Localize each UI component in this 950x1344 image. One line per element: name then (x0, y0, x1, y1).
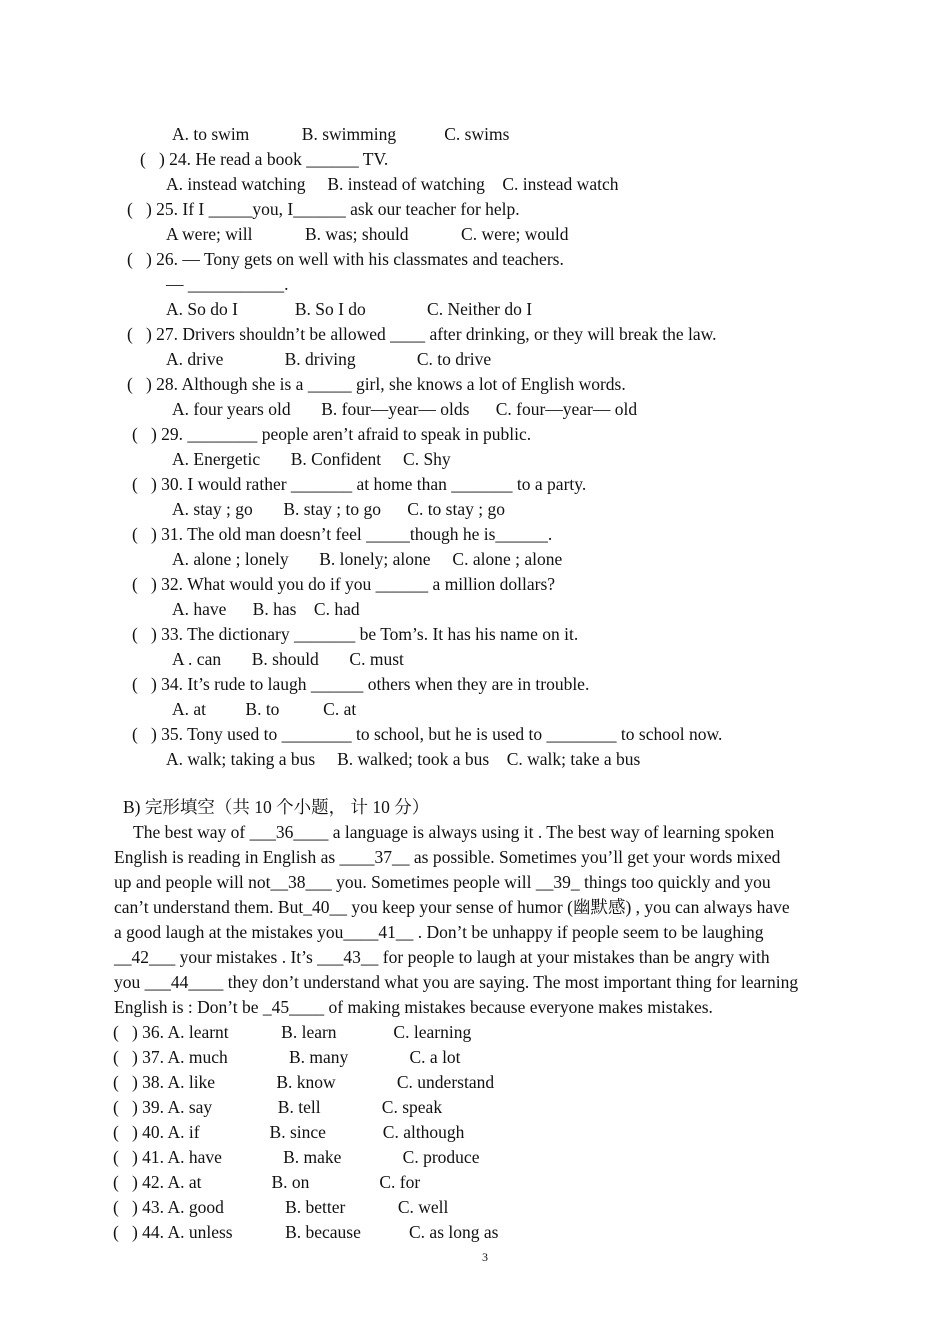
cloze-option-line: ( ) 36. A. learnt B. learn C. learning (113, 1022, 472, 1042)
question-line: ( ) 25. If I _____you, I______ ask our teacher for help. (127, 199, 520, 219)
cloze-option-line: ( ) 38. A. like B. know C. understand (113, 1072, 495, 1092)
cloze-option-line: ( ) 37. A. much B. many C. a lot (113, 1047, 461, 1067)
passage-line: up and people will not__38___ you. Sometimes people will __39_ things too quickly and you (114, 872, 771, 892)
option-line: A. So do I B. So I do C. Neither do I (166, 299, 533, 319)
question-line: ( ) 35. Tony used to ________ to school, but he is used to ________ to school now. (132, 724, 723, 744)
passage-line: The best way of ___36____ a language is always using it . The best way of learning spoken (133, 822, 775, 842)
passage-line: you ___44____ they don’t understand what you are saying. The most important thing for learning (114, 972, 799, 992)
option-line: A. stay ; go B. stay ; to go C. to stay ; go (172, 499, 505, 519)
cloze-option-line: ( ) 44. A. unless B. because C. as long as (113, 1222, 499, 1242)
cloze-option-line: ( ) 43. A. good B. better C. well (113, 1197, 449, 1217)
page-number: 3 (482, 1250, 488, 1264)
option-line: A. to swim B. swimming C. swims (172, 124, 510, 144)
answer-line: — ___________. (166, 274, 289, 294)
passage-line: a good laugh at the mistakes you____41__ . Don’t be unhappy if people seem to be laughing (114, 922, 764, 942)
option-line: A. four years old B. four—year— olds C. four—year— old (172, 399, 638, 419)
question-line: ( ) 32. What would you do if you ______ a million dollars? (132, 574, 556, 594)
option-line: A. walk; taking a bus B. walked; took a bus C. walk; take a bus (166, 749, 641, 769)
cloze-option-line: ( ) 40. A. if B. since C. although (113, 1122, 465, 1142)
option-line: A. at B. to C. at (172, 699, 357, 719)
question-line: ( ) 26. — Tony gets on well with his classmates and teachers. (127, 249, 564, 269)
option-line: A. have B. has C. had (172, 599, 360, 619)
question-line: ( ) 33. The dictionary _______ be Tom’s. It has his name on it. (132, 624, 579, 644)
option-line: A . can B. should C. must (172, 649, 404, 669)
question-line: ( ) 24. He read a book ______ TV. (140, 149, 389, 169)
cloze-option-line: ( ) 41. A. have B. make C. produce (113, 1147, 480, 1167)
section-heading: B) 完形填空（共 10 个小题， 计 10 分） (123, 797, 430, 817)
option-line: A. alone ; lonely B. lonely; alone C. alone ; alone (172, 549, 563, 569)
option-line: A. drive B. driving C. to drive (166, 349, 492, 369)
question-line: ( ) 27. Drivers shouldn’t be allowed ____ after drinking, or they will break the law. (127, 324, 717, 344)
question-line: ( ) 31. The old man doesn’t feel _____though he is______. (132, 524, 553, 544)
question-line: ( ) 28. Although she is a _____ girl, she knows a lot of English words. (127, 374, 626, 394)
question-line: ( ) 30. I would rather _______ at home than _______ to a party. (132, 474, 587, 494)
question-line: ( ) 29. ________ people aren’t afraid to speak in public. (132, 424, 532, 444)
passage-line: English is reading in English as ____37__ as possible. Sometimes you’ll get your words mixed (114, 847, 781, 867)
passage-line: can’t understand them. But_40__ you keep your sense of humor (幽默感) , you can always have (114, 897, 790, 917)
passage-line: English is : Don’t be _45____ of making mistakes because everyone makes mistakes. (114, 997, 713, 1017)
option-line: A were; will B. was; should C. were; would (166, 224, 569, 244)
option-line: A. Energetic B. Confident C. Shy (172, 449, 451, 469)
question-line: ( ) 34. It’s rude to laugh ______ others when they are in trouble. (132, 674, 590, 694)
cloze-option-line: ( ) 42. A. at B. on C. for (113, 1172, 421, 1192)
passage-line: __42___ your mistakes . It’s ___43__ for people to laugh at your mistakes than be angry with (114, 947, 770, 967)
option-line: A. instead watching B. instead of watching C. instead watch (166, 174, 619, 194)
cloze-option-line: ( ) 39. A. say B. tell C. speak (113, 1097, 443, 1117)
